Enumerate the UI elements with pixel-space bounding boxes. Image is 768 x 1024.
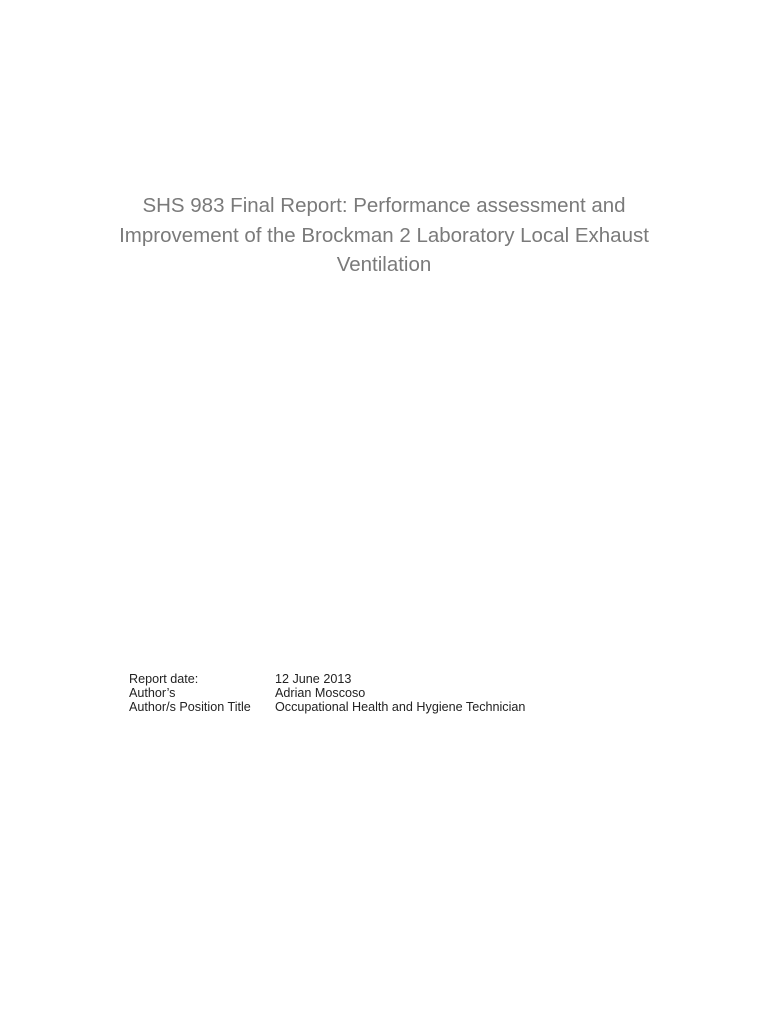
report-date-label: Report date: <box>129 672 199 686</box>
report-date-row <box>129 672 525 686</box>
author-value: Adrian Moscoso <box>275 686 366 700</box>
report-date-value: 12 June 2013 <box>275 672 352 686</box>
report-metadata-table <box>129 672 525 714</box>
report-title-line-3: Ventilation <box>336 253 432 276</box>
position-title-label: Author/s Position Title <box>129 700 251 714</box>
author-row <box>129 686 525 700</box>
report-title <box>84 191 684 280</box>
report-title-line-2: Improvement of the Brockman 2 Laboratory Local Exhaust <box>119 223 649 247</box>
report-title-line-1: SHS 983 Final Report: Performance assessment and <box>142 194 626 217</box>
position-title-value: Occupational Health and Hygiene Technician <box>275 700 526 714</box>
position-title-row <box>129 700 525 714</box>
author-label: Author’s <box>129 686 176 700</box>
